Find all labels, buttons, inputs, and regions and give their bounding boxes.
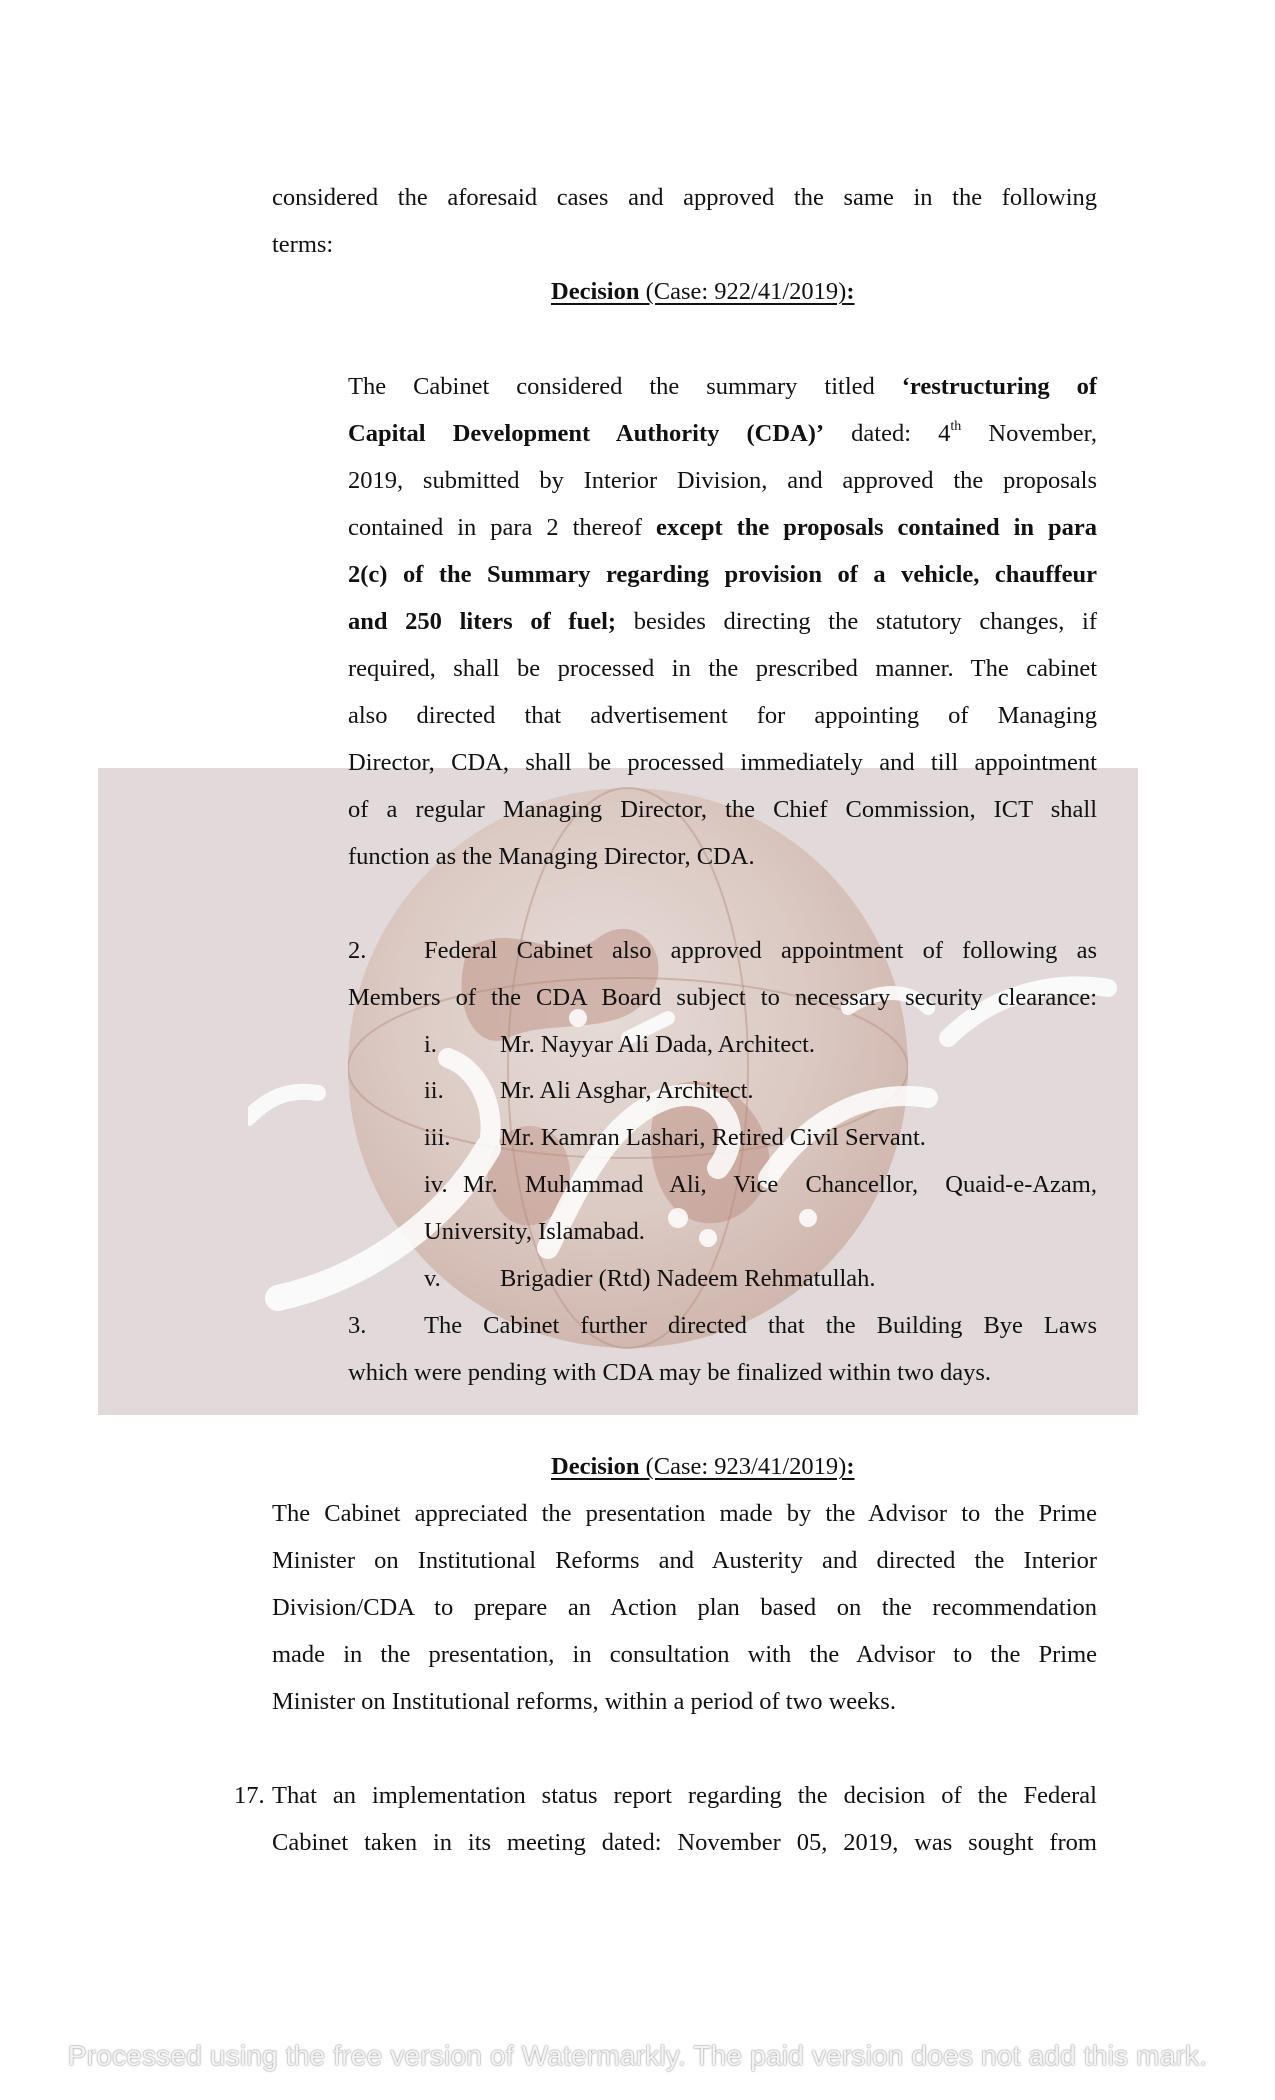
member-name: Mr. Ali Asghar, Architect. [500,1077,754,1104]
member-number: v. [424,1265,441,1292]
para-17-line-1: That an implementation status report regarding the decision of the Federal [272,1782,1097,1809]
member-name: Mr. Muhammad Ali, Vice Chancellor, Quaid-e-Azam, [463,1171,1097,1198]
item-3-number: 3. [348,1312,367,1339]
member-name: Brigadier (Rtd) Nadeem Rehmatullah. [500,1265,876,1292]
item-3-line-2: which were pending with CDA may be finalized within two days. [348,1359,991,1386]
decision1-line-7: required, shall be processed in the prescribed manner. The cabinet [348,655,1097,682]
decision1-line-10: of a regular Managing Director, the Chief Commission, ICT shall [348,796,1097,823]
member-number: ii. [424,1077,444,1104]
item-2-line-1: Federal Cabinet also approved appointment of following as [424,937,1097,964]
decision-label: Decision [551,278,640,305]
decision2-line-2: Minister on Institutional Reforms and Austerity and directed the Interior [272,1547,1097,1574]
decision1-line-9: Director, CDA, shall be processed immediately and till appointment [348,749,1097,776]
decision2-line-1: The Cabinet appreciated the presentation made by the Advisor to the Prime [272,1500,1097,1527]
decision-case: (Case: 922/41/2019) [639,278,847,305]
decision1-line-8: also directed that advertisement for appointing of Managing [348,702,1097,729]
decision2-line-3: Division/CDA to prepare an Action plan based on the recommendation [272,1594,1097,1621]
decision1-line-1: The Cabinet considered the summary titled ‘restructuring of [348,373,1097,400]
decision1-line-6: and 250 liters of fuel; besides directing the statutory changes, if [348,608,1098,635]
intro-line-1: considered the aforesaid cases and approved the same in the following [272,184,1097,211]
para-17-line-2: Cabinet taken in its meeting dated: November 05, 2019, was sought from [272,1829,1097,1856]
decision1-line-11: function as the Managing Director, CDA. [348,843,755,870]
member-name-continued: University, Islamabad. [424,1218,645,1245]
decision1-line-5: 2(c) of the Summary regarding provision of a vehicle, chauffeur [348,561,1097,588]
member-name: Mr. Kamran Lashari, Retired Civil Servant. [500,1124,926,1151]
decision-case: (Case: 923/41/2019) [639,1453,847,1480]
member-name: Mr. Nayyar Ali Dada, Architect. [500,1031,816,1058]
watermark-footer-text: Processed using the free version of Watermarkly. The paid version does not add this mark. [67,2040,1208,2071]
decision1-line-2: Capital Development Authority (CDA)’ dated: 4th November, [348,418,1097,447]
intro-line-2: terms: [272,231,334,258]
decision-label: Decision [551,1453,640,1480]
decision1-line-3: 2019, submitted by Interior Division, and approved the proposals [348,467,1097,494]
item-2-number: 2. [348,937,367,964]
member-number: i. [424,1031,437,1058]
decision-heading-1: Decision (Case: 922/41/2019): [551,278,855,305]
item-2-line-2: Members of the CDA Board subject to necessary security clearance: [348,984,1097,1011]
decision1-line-4: contained in para 2 thereof except the proposals contained in para [348,514,1098,541]
member-number: iv. [424,1171,448,1198]
item-3-line-1: The Cabinet further directed that the Building Bye Laws [424,1312,1097,1339]
decision2-line-4: made in the presentation, in consultation with the Advisor to the Prime [272,1641,1097,1668]
decision2-line-5: Minister on Institutional reforms, within a period of two weeks. [272,1688,896,1715]
decision-heading-2: Decision (Case: 923/41/2019): [551,1453,855,1480]
member-number: iii. [424,1124,451,1151]
para-17-number: 17. [234,1782,265,1809]
